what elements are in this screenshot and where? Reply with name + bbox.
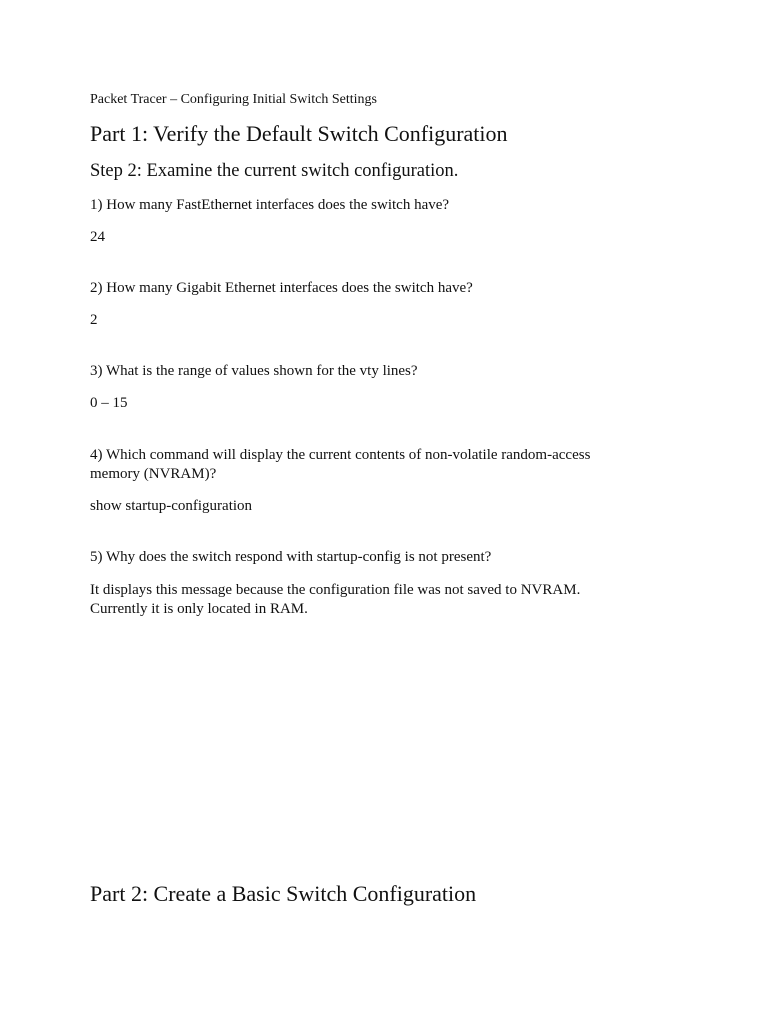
part2-heading: Part 2: Create a Basic Switch Configuration <box>90 881 477 906</box>
part1-heading: Part 1: Verify the Default Switch Configuration <box>90 121 508 146</box>
question-1: 1) How many FastEthernet interfaces does the switch have? <box>90 197 450 213</box>
answer-2: 2 <box>90 312 98 328</box>
step2-heading: Step 2: Examine the current switch configuration. <box>90 161 459 181</box>
answer-3: 0 – 15 <box>90 395 128 411</box>
answer-5: It displays this message because the configuration file was not saved to NVRAM. <box>90 582 581 598</box>
question-5: 5) Why does the switch respond with startup-config is not present? <box>90 549 492 565</box>
document-header: Packet Tracer – Configuring Initial Switch Settings <box>90 92 377 107</box>
answer-4: show startup-configuration <box>90 498 253 514</box>
question-2: 2) How many Gigabit Ethernet interfaces does the switch have? <box>90 280 473 296</box>
answer-1: 24 <box>90 229 105 245</box>
answer-5-cont: Currently it is only located in RAM. <box>90 601 308 617</box>
question-3: 3) What is the range of values shown for the vty lines? <box>90 363 418 379</box>
question-4: 4) Which command will display the current contents of non-volatile random-access <box>90 447 591 463</box>
question-4-cont: memory (NVRAM)? <box>90 466 217 482</box>
